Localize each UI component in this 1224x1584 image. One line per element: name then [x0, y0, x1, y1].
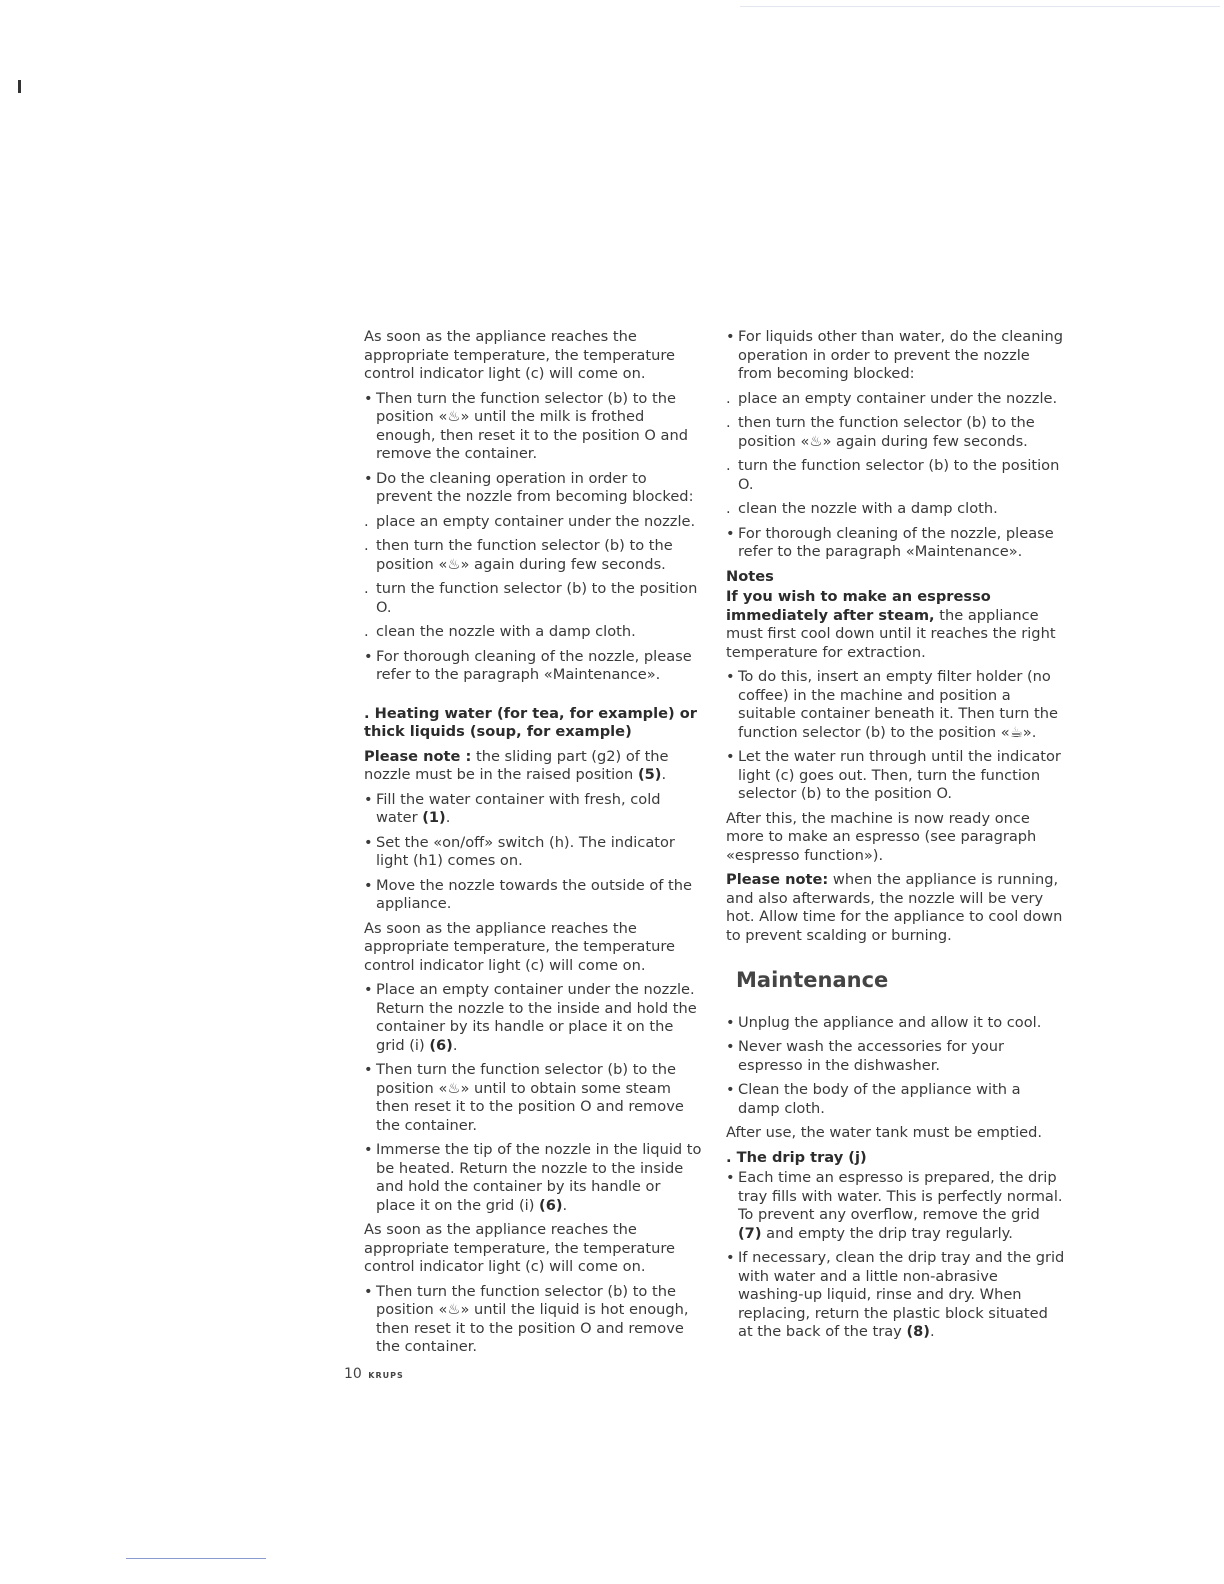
- bullet-end: .: [562, 1196, 568, 1214]
- espresso-text: the appliance must first cool down until it reaches the right temperature for extraction.: [726, 606, 1056, 661]
- bullet-item: • To do this, insert an empty filter holder (no coffee) in the machine and position a suitable container beneath it. Then turn the function selector (b) to the position «☕».: [726, 668, 1066, 742]
- note-end: .: [661, 766, 667, 783]
- drip-tray-heading: . The drip tray (j): [726, 1148, 867, 1166]
- bullet-item: • Then turn the function selector (b) to the position «♨» until the milk is frothed enough, then reset it to the position O and remove the container.: [364, 390, 704, 464]
- note-text: when the appliance is running, and also afterwards, the nozzle will be very hot. Allow time for the appliance to cool down to prevent scalding or burning.: [726, 871, 1063, 944]
- note-label: Please note :: [364, 747, 472, 765]
- note-paragraph: [726, 871, 1066, 945]
- bullet-item: [364, 1141, 704, 1215]
- bullet-item: • Set the «on/off» switch (h). The indicator light (h1) comes on.: [364, 834, 704, 871]
- bullet-item: • Never wash the accessories for your espresso in the dishwasher.: [726, 1038, 1066, 1075]
- section-heading: . Heating water (for tea, for example) or thick liquids (soup, for example): [364, 704, 697, 740]
- right-column: [726, 328, 1066, 1348]
- note-label: Please note:: [726, 871, 829, 888]
- figure-ref: (6): [429, 1036, 453, 1054]
- bullet-item: [364, 981, 704, 1055]
- note-text: the sliding part (g2) of the nozzle must be in the raised position: [364, 747, 669, 783]
- bullet-item: [364, 791, 704, 828]
- brand-name: KRUPS: [368, 1371, 404, 1380]
- bullet-item: • Let the water run through until the indicator light (c) goes out. Then, turn the function selector (b) to the position O.: [726, 748, 1066, 804]
- figure-ref: (5): [637, 766, 662, 783]
- bullet-item: • Do the cleaning operation in order to prevent the nozzle from becoming blocked:: [364, 470, 704, 507]
- espresso-lead: If you wish to make an espresso immediately after steam,: [726, 588, 991, 624]
- bullet-item: [726, 1169, 1066, 1243]
- step-item: . then turn the function selector (b) to the position «♨» again during few seconds.: [364, 537, 704, 574]
- bullet-end: and empty the drip tray regularly.: [761, 1224, 1013, 1242]
- left-column: [364, 328, 704, 1363]
- step-item: . turn the function selector (b) to the position O.: [364, 580, 704, 617]
- scan-mark: [18, 80, 21, 93]
- bullet-text: Place an empty container under the nozzle. Return the nozzle to the inside and hold the container by its handle or place it on the grid (i): [376, 981, 697, 1054]
- figure-ref: (7): [738, 1224, 762, 1242]
- step-item: . place an empty container under the nozzle.: [726, 390, 1066, 409]
- bullet-item: • For thorough cleaning of the nozzle, please refer to the paragraph «Maintenance».: [726, 525, 1066, 562]
- paragraph: After this, the machine is now ready once more to make an espresso (see paragraph «espresso function»).: [726, 809, 1037, 864]
- figure-ref: (1): [422, 809, 446, 826]
- scan-artifact-line: [126, 1558, 266, 1559]
- bullet-text: Each time an espresso is prepared, the drip tray fills with water. This is perfectly normal. To prevent any overflow, remove the grid: [738, 1169, 1063, 1223]
- bullet-item: • Move the nozzle towards the outside of the appliance.: [364, 877, 704, 914]
- step-item: . clean the nozzle with a damp cloth.: [726, 500, 1066, 519]
- espresso-paragraph: [726, 588, 1066, 662]
- bullet-text: Fill the water container with fresh, cold water: [376, 790, 661, 826]
- page-footer: [344, 1366, 404, 1382]
- figure-ref: (6): [539, 1196, 563, 1214]
- scan-artifact-line: [740, 6, 1220, 7]
- note-paragraph: [364, 748, 704, 785]
- bullet-text: If necessary, clean the drip tray and the grid with water and a little non-abrasive washing-up liquid, rinse and dry. When replacing, return the plastic block situated at the back of the tray: [738, 1249, 1065, 1340]
- bullet-text: Immerse the tip of the nozzle in the liquid to be heated. Return the nozzle to the inside and hold the container by its handle or place it on the grid (i): [376, 1141, 702, 1214]
- paragraph: As soon as the appliance reaches the appropriate temperature, the temperature control indicator light (c) will come on.: [364, 919, 676, 974]
- step-item: . place an empty container under the nozzle.: [364, 513, 704, 532]
- bullet-item: • Clean the body of the appliance with a damp cloth.: [726, 1081, 1066, 1118]
- page-number: 10: [344, 1366, 362, 1382]
- bullet-item: [726, 1249, 1066, 1342]
- bullet-end: .: [452, 1036, 458, 1054]
- bullet-end: .: [445, 809, 451, 826]
- bullet-item: • For thorough cleaning of the nozzle, please refer to the paragraph «Maintenance».: [364, 648, 704, 685]
- notes-heading: Notes: [726, 567, 774, 585]
- step-item: . then turn the function selector (b) to the position «♨» again during few seconds.: [726, 414, 1066, 451]
- bullet-end: .: [929, 1323, 935, 1340]
- figure-ref: (8): [906, 1323, 930, 1340]
- bullet-item: • Then turn the function selector (b) to the position «♨» until to obtain some steam then reset it to the position O and remove the container.: [364, 1061, 704, 1135]
- maintenance-title: Maintenance: [736, 968, 889, 992]
- paragraph: After use, the water tank must be emptied.: [726, 1124, 1043, 1141]
- paragraph: As soon as the appliance reaches the appropriate temperature, the temperature control indicator light (c) will come on.: [364, 328, 676, 382]
- bullet-item: • Then turn the function selector (b) to the position «♨» until the liquid is hot enough, then reset it to the position O and remove the container.: [364, 1283, 704, 1357]
- bullet-item: • For liquids other than water, do the cleaning operation in order to prevent the nozzle from becoming blocked:: [726, 328, 1066, 384]
- step-item: . turn the function selector (b) to the position O.: [726, 457, 1066, 494]
- step-item: . clean the nozzle with a damp cloth.: [364, 623, 704, 642]
- bullet-item: • Unplug the appliance and allow it to cool.: [726, 1014, 1066, 1033]
- paragraph: As soon as the appliance reaches the appropriate temperature, the temperature control indicator light (c) will come on.: [364, 1221, 676, 1275]
